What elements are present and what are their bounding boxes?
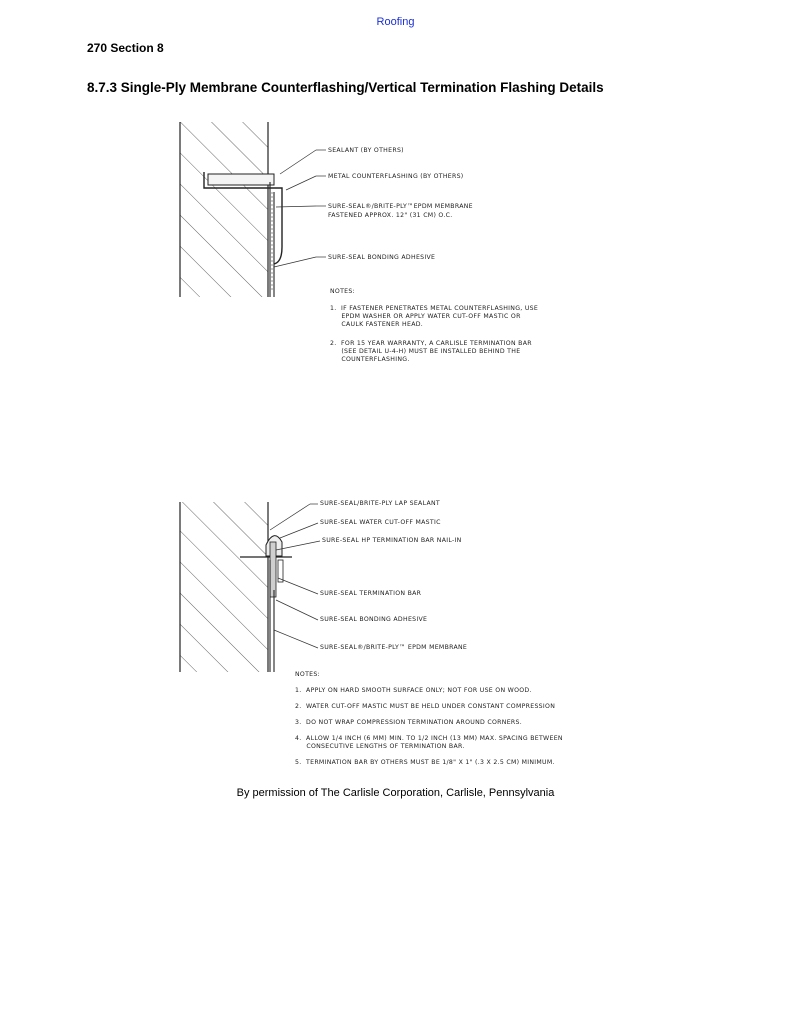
header-link-roofing[interactable]: Roofing	[376, 16, 415, 28]
notes-heading: NOTES:	[330, 288, 356, 295]
label-sealant: SEALANT (BY OTHERS)	[328, 147, 404, 154]
label-fastened: FASTENED APPROX. 12" (31 CM) O.C.	[328, 212, 453, 219]
page-number-section: 270 Section 8	[87, 41, 164, 55]
note-line: EPDM WASHER OR APPLY WATER CUT-OFF MASTIC OR	[330, 313, 521, 320]
label-epdm-membrane: SURE-SEAL®/BRITE-PLY™ EPDM MEMBRANE	[320, 644, 468, 651]
note-line: CONSECUTIVE LENGTHS OF TERMINATION BAR.	[295, 743, 465, 750]
label-lap-sealant: SURE-SEAL/BRITE-PLY LAP SEALANT	[320, 500, 441, 507]
label-bonding-adhesive: SURE-SEAL BONDING ADHESIVE	[328, 254, 436, 261]
note-line: 5. TERMINATION BAR BY OTHERS MUST BE 1/8" X 1" (.3 X 2.5 CM) MINIMUM.	[295, 759, 555, 766]
notes-heading: NOTES:	[295, 671, 321, 678]
note-line: CAULK FASTENER HEAD.	[330, 321, 424, 328]
note-line: 4. ALLOW 1/4 INCH (6 MM) MIN. TO 1/2 INCH (13 MM) MAX. SPACING BETWEEN	[295, 735, 563, 742]
label-bonding-adhesive: SURE-SEAL BONDING ADHESIVE	[320, 616, 428, 623]
note-line: 2. WATER CUT-OFF MASTIC MUST BE HELD UNDER CONSTANT COMPRESSION	[295, 703, 556, 710]
permission-caption: By permission of The Carlisle Corporation, Carlisle, Pennsylvania	[236, 787, 555, 799]
note-line: (SEE DETAIL U-4-H) MUST BE INSTALLED BEHIND THE	[330, 348, 521, 355]
note-line: 3. DO NOT WRAP COMPRESSION TERMINATION AROUND CORNERS.	[295, 719, 523, 726]
label-metal-counterflashing: METAL COUNTERFLASHING (BY OTHERS)	[328, 173, 464, 180]
section-title: 8.7.3 Single-Ply Membrane Counterflashing/Vertical Termination Flashing Details	[87, 80, 604, 95]
label-water-cutoff-mastic: SURE-SEAL WATER CUT-OFF MASTIC	[320, 519, 441, 526]
note-line: 2. FOR 15 YEAR WARRANTY, A CARLISLE TERMINATION BAR	[330, 340, 532, 347]
note-line: 1. IF FASTENER PENETRATES METAL COUNTERFLASHING, USE	[330, 305, 539, 312]
label-epdm-membrane: SURE-SEAL®/BRITE-PLY™EPDM MEMBRANE	[328, 203, 473, 210]
note-line: COUNTERFLASHING.	[330, 356, 410, 363]
label-hp-termination-bar: SURE-SEAL HP TERMINATION BAR NAIL-IN	[322, 537, 462, 544]
note-line: 1. APPLY ON HARD SMOOTH SURFACE ONLY; NOT FOR USE ON WOOD.	[295, 687, 532, 694]
detail-drawing-termination-bar	[170, 490, 630, 780]
detail-drawing-counterflashing	[170, 112, 630, 402]
label-termination-bar: SURE-SEAL TERMINATION BAR	[320, 590, 422, 597]
